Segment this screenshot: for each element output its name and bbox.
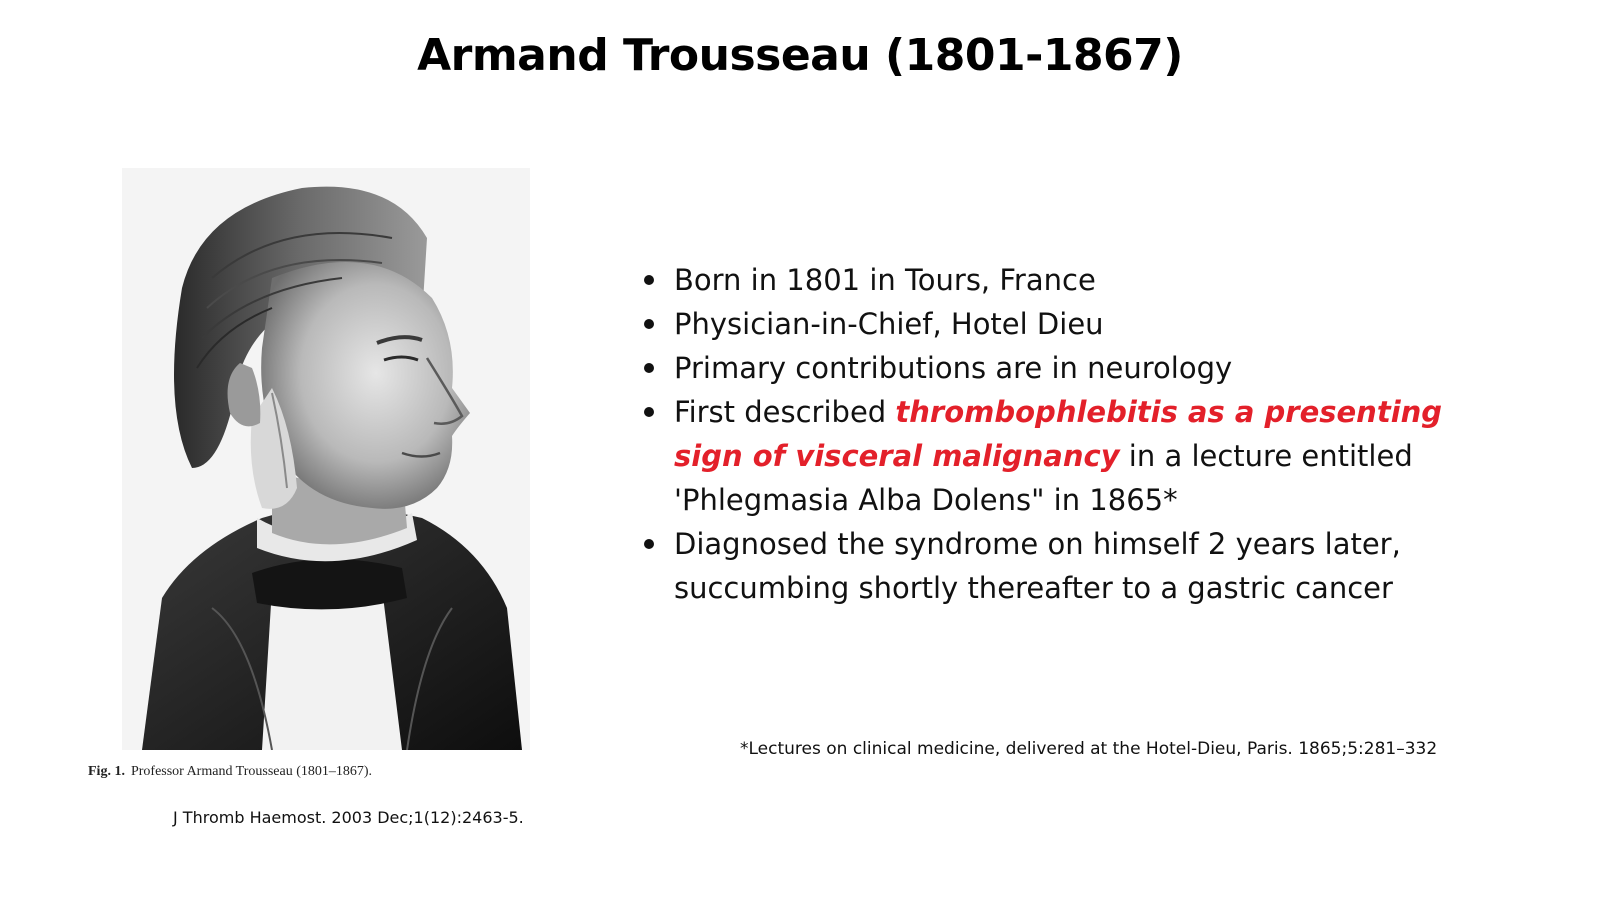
footnote-citation: *Lectures on clinical medicine, delivered at the Hotel-Dieu, Paris. 1865;5:281–332 [740,739,1438,759]
bullet-item-discovery [674,390,1494,522]
bullet-item-position-text: Physician-in-Chief, Hotel Dieu [674,307,1104,341]
bullet-item-contributions-text: Primary contributions are in neurology [674,351,1233,385]
figure-caption-label: Fig. 1. [88,764,125,779]
bullet-item-diagnosis-text: Diagnosed the syndrome on himself 2 years later, succumbing shortly thereafter to a gastric cancer [674,527,1401,605]
figure-caption [88,764,372,780]
bullet-item-birth-text: Born in 1801 in Tours, France [674,263,1096,297]
slide-title: Armand Trousseau (1801-1867) [417,30,1183,81]
bullet-item-contributions [674,346,1494,390]
photo-citation: J Thromb Haemost. 2003 Dec;1(12):2463-5. [173,808,524,827]
portrait-image [122,168,530,750]
figure-caption-text: Professor Armand Trousseau (1801–1867). [130,764,373,779]
bullet-item-position [674,302,1494,346]
bullet-item-diagnosis [674,522,1494,610]
bullet-item-birth [674,258,1494,302]
bullet-item-discovery-after: in a lecture entitled 'Phlegmasia Alba Dolens" in 1865* [674,439,1413,517]
bullet-list [640,258,1494,610]
portrait-engraving-icon [122,168,530,750]
bullet-item-discovery-highlight: thrombophlebitis as a presenting sign of visceral malignancy [674,395,1443,473]
bullet-item-discovery-before: First described [674,395,896,429]
